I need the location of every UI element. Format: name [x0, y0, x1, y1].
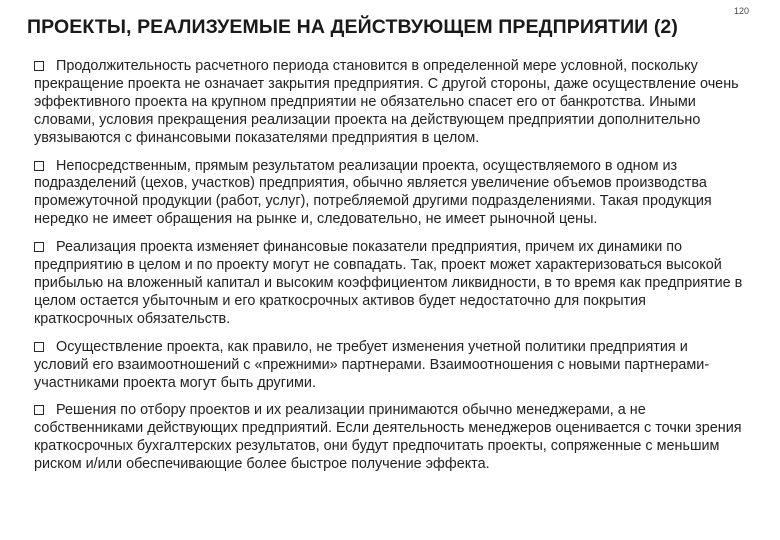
list-item-text: Реализация проекта изменяет финансовые показатели предприятия, причем их динамики по предприятию в целом и по проекту могут не совпадать. Так, проект может характеризоваться высокой прибылью на вложенный капитал и высоким коэффициентом ликвидности, в то время как предприятие в целом остается убыточным и его краткосрочных активов будет недостаточно для покрытия краткосрочных обязательств. [34, 239, 743, 327]
page-title: ПРОЕКТЫ, РЕАЛИЗУЕМЫЕ НА ДЕЙСТВУЮЩЕМ ПРЕДПРИЯТИИ (2) [27, 16, 678, 38]
list-item [34, 158, 746, 230]
checkbox-square-icon [34, 61, 44, 71]
list-item-text: Продолжительность расчетного периода становится в определенной мере условной, поскольку прекращение проекта не означает закрытия предприятия. С другой стороны, даже осуществление очень эффективного проекта на крупном предприятии не обязательно спасет его от банкротства. Иными словами, условия прекращения реализации проекта на действующем предприятии дополнительно увязываются с финансовыми показателями предприятия в целом. [34, 58, 739, 146]
list-item [34, 402, 746, 474]
list-item-text: Осуществление проекта, как правило, не требует изменения учетной политики предприятия и условий его взаимоотношений с «прежними» партнерами. Взаимоотношения с новыми партнерами-участниками проекта могут быть другими. [34, 338, 710, 391]
checkbox-square-icon [34, 242, 44, 252]
checkbox-square-icon [34, 161, 44, 171]
list-item [34, 339, 746, 393]
list-item [34, 58, 746, 148]
page-number: 120 [734, 6, 750, 16]
bullet-list [34, 58, 746, 484]
checkbox-square-icon [34, 342, 44, 352]
list-item-text: Непосредственным, прямым результатом реализации проекта, осуществляемого в одном из подразделений (цехов, участков) предприятия, обычно является увеличение объемов производства промежуточной продукции (работ, услуг), потребляемой другими подразделениями. Такая продукция нередко не имеет обращения на рынке и, следовательно, не имеет рыночной цены. [34, 157, 712, 228]
checkbox-square-icon [34, 405, 44, 415]
list-item-text: Решения по отбору проектов и их реализации принимаются обычно менеджерами, а не собственниками действующих предприятий. Если деятельность менеджеров оценивается с точки зрения краткосрочных бухгалтерских результатов, они будут предпочитать проекты, сопряженные с меньшим риском и/или обеспечивающие более быстрое получение эффекта. [34, 402, 742, 473]
list-item [34, 239, 746, 329]
